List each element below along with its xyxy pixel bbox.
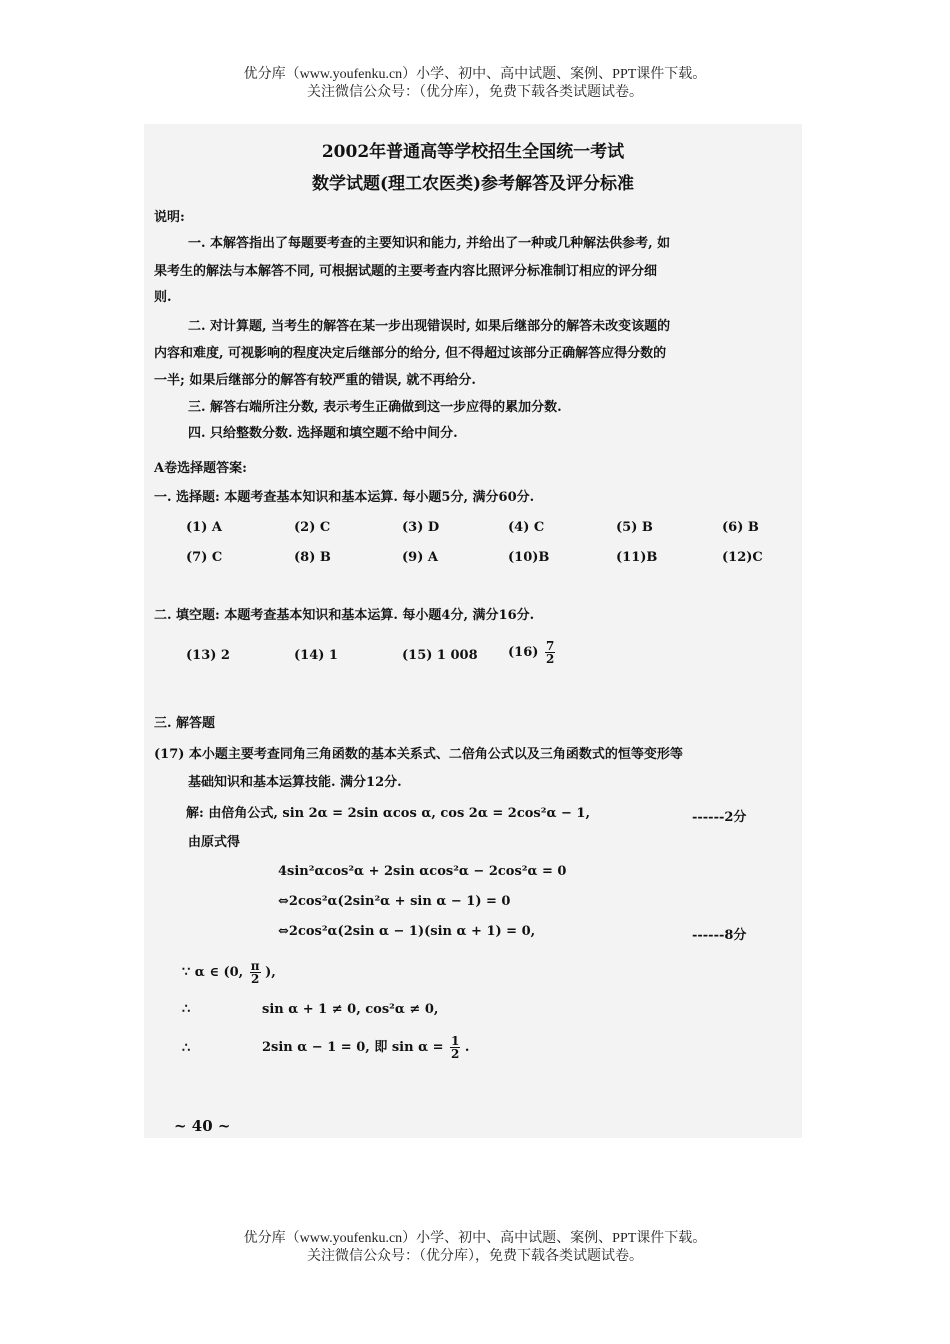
site-header	[0, 66, 950, 102]
note-2: 二. 对计算题, 当考生的解答在某一步出现错误时, 如果后继部分的解答未改变该题的	[188, 319, 671, 334]
mc-answer: (11)B	[616, 550, 658, 565]
part2-heading: 二. 填空题: 本题考查基本知识和基本运算. 每小题4分, 满分16分.	[154, 608, 535, 623]
site-footer-line1: 优分库（www.youfenku.cn）小学、初中、高中试题、案例、PPT课件下载。	[243, 1231, 707, 1246]
mc-answer: (8) B	[294, 550, 331, 565]
page-number: ~ 40 ~	[174, 1117, 231, 1135]
mc-answer: (2) C	[294, 520, 331, 535]
fraction-denominator: 2	[545, 652, 555, 666]
fraction-one-half	[450, 1035, 460, 1060]
note-4: 四. 只给整数分数. 选择题和填空题不给中间分.	[188, 426, 458, 441]
fill-answer-13: (13) 2	[186, 648, 230, 663]
solution-step-2: 由原式得	[188, 835, 241, 850]
doc-subtitle: 数学试题(理工农医类)参考解答及评分标准	[311, 174, 635, 194]
fraction-numerator: 1	[451, 1034, 460, 1048]
therefore-text-end: .	[464, 1040, 470, 1055]
fraction-numerator: 7	[545, 639, 555, 653]
note-2-end: 一半; 如果后继部分的解答有较严重的错误, 就不再给分.	[154, 373, 476, 388]
part1-heading: 一. 选择题: 本题考查基本知识和基本运算. 每小题5分, 满分60分.	[154, 490, 535, 505]
because-text: ∵ α ∈ (0,	[182, 965, 244, 980]
mc-answer: (3) D	[402, 520, 440, 535]
scanned-page	[144, 124, 802, 1138]
fill-answer-16	[508, 640, 555, 665]
mc-answer: (12)C	[722, 550, 763, 565]
therefore-line-2	[262, 1035, 469, 1060]
score-marker: ------8分	[692, 928, 747, 943]
site-header-line1: 优分库（www.youfenku.cn）小学、初中、高中试题、案例、PPT课件下载。	[243, 67, 707, 82]
equation-1: 4sin²αcos²α + 2sin αcos²α − 2cos²α = 0	[278, 864, 567, 879]
therefore-line-1: sin α + 1 ≠ 0, cos²α ≠ 0,	[262, 1002, 439, 1017]
therefore-symbol: ∴	[182, 1002, 191, 1017]
mc-answer: (7) C	[186, 550, 223, 565]
note-1-cont: 果考生的解法与本解答不同, 可根据试题的主要考查内容比照评分标准制订相应的评分细	[154, 264, 658, 279]
therefore-text: 2sin α − 1 = 0, 即 sin α =	[262, 1040, 444, 1055]
doc-title: 2002年普通高等学校招生全国统一考试	[321, 142, 625, 162]
site-header-line2: 关注微信公众号：（优分库），免费下载各类试题试卷。	[307, 85, 643, 100]
part3-heading: 三. 解答题	[154, 716, 216, 731]
site-footer	[0, 1230, 950, 1266]
note-1-end: 则.	[154, 290, 172, 305]
fraction-denominator: 2	[250, 972, 260, 986]
notes-label: 说明:	[154, 210, 185, 225]
fraction-seven-halves	[545, 640, 555, 665]
mc-answer: (9) A	[402, 550, 438, 565]
fraction-denominator: 2	[451, 1047, 460, 1061]
therefore-symbol: ∴	[182, 1041, 191, 1056]
note-3: 三. 解答右端所注分数, 表示考生正确做到这一步应得的累加分数.	[188, 400, 562, 415]
solution-step-1: 解: 由倍角公式, sin 2α = 2sin αcos α, cos 2α = 2cos²α − 1,	[186, 806, 590, 821]
fill-answer-15: (15) 1 008	[402, 648, 478, 663]
q17-description: (17) 本小题主要考查同角三角函数的基本关系式、二倍角公式以及三角函数式的恒等变形等	[154, 747, 683, 762]
mc-answer: (1) A	[186, 520, 222, 535]
fill-answer-14: (14) 1	[294, 648, 338, 663]
because-text-end: ),	[265, 965, 276, 980]
fraction-pi-over-two	[250, 960, 261, 985]
note-1: 一. 本解答指出了每题要考查的主要知识和能力, 并给出了一种或几种解法供参考, 如	[188, 236, 671, 251]
equation-3: ⇔2cos²α(2sin α − 1)(sin α + 1) = 0,	[278, 924, 536, 939]
section-a-label: A卷选择题答案:	[154, 461, 247, 476]
mc-answer: (5) B	[616, 520, 653, 535]
site-footer-line2: 关注微信公众号：（优分库），免费下载各类试题试卷。	[307, 1249, 643, 1264]
mc-answer: (10)B	[508, 550, 550, 565]
mc-answer: (6) B	[722, 520, 759, 535]
score-marker: ------2分	[692, 810, 747, 825]
q17-description-cont: 基础知识和基本运算技能. 满分12分.	[188, 775, 402, 790]
mc-answer: (4) C	[508, 520, 545, 535]
fill-answer-16-label: (16)	[508, 645, 539, 660]
fraction-numerator: π	[250, 959, 260, 973]
equation-2: ⇔2cos²α(2sin²α + sin α − 1) = 0	[278, 894, 511, 909]
because-line	[182, 960, 276, 985]
note-2-cont: 内容和难度, 可视影响的程度决定后继部分的给分, 但不得超过该部分正确解答应得分数的	[154, 346, 667, 361]
